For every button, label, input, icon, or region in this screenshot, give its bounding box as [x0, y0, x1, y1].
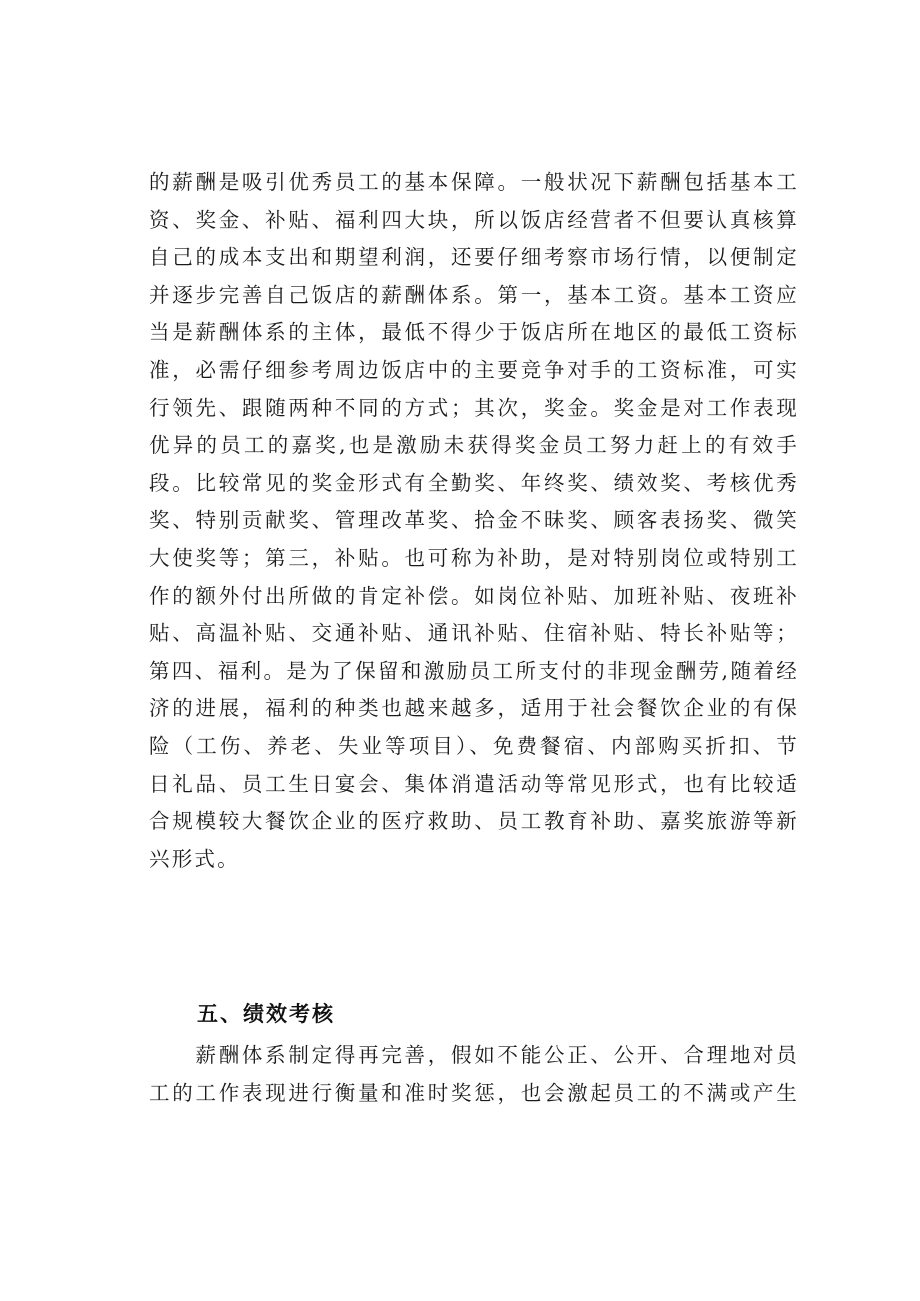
text-line: 兴形式。: [149, 846, 240, 871]
text-line: 行领先、跟随两种不同的方式；其次，奖金。奖金是对工作表现: [149, 395, 799, 420]
text-line: 险（工伤、养老、失业等项目）、免费餐宿、内部购买折扣、节: [149, 733, 799, 758]
text-line: 奖、特别贡献奖、管理改革奖、拾金不昧奖、顾客表扬奖、微笑: [149, 508, 799, 533]
text-line: 并逐步完善自己饭店的薪酬体系。第一，基本工资。基本工资应: [149, 282, 799, 307]
text-line: 大使奖等；第三，补贴。也可称为补助，是对特别岗位或特别工: [149, 545, 799, 570]
text-line: 合规模较大餐饮企业的医疗救助、员工教育补助、嘉奖旅游等新: [149, 809, 799, 834]
text-line: 第四、福利。是为了保留和激励员工所支付的非现金酬劳,随着经: [149, 658, 799, 683]
paragraph-compensation: [149, 164, 799, 878]
text-line: 自己的成本支出和期望利润，还要仔细考察市场行情，以便制定: [149, 245, 799, 270]
text-line: 薪酬体系制定得再完善，假如不能公正、公开、合理地对员: [149, 1043, 799, 1067]
text-line: 准，必需仔细参考周边饭店中的主要竞争对手的工资标准，可实: [149, 357, 799, 382]
text-line: 济的进展，福利的种类也越来越多，适用于社会餐饮企业的有保: [149, 696, 799, 721]
text-line: 段。比较常见的奖金形式有全勤奖、年终奖、绩效奖、考核优秀: [149, 470, 799, 495]
section-heading: 五、绩效考核: [197, 1002, 335, 1026]
text-line: 贴、高温补贴、交通补贴、通讯补贴、住宿补贴、特长补贴等；: [149, 621, 799, 646]
text-line: 工的工作表现进行衡量和准时奖惩，也会激起员工的不满或产生: [149, 1080, 799, 1105]
text-line: 的薪酬是吸引优秀员工的基本保障。一般状况下薪酬包括基本工: [149, 170, 799, 194]
paragraph-performance: [149, 1037, 799, 1112]
text-line: 资、奖金、补贴、福利四大块，所以饭店经营者不但要认真核算: [149, 207, 799, 232]
text-line: 日礼品、员工生日宴会、集体消遣活动等常见形式，也有比较适: [149, 771, 799, 796]
text-line: 作的额外付出所做的肯定补偿。如岗位补贴、加班补贴、夜班补: [149, 583, 799, 608]
text-line: 当是薪酬体系的主体，最低不得少于饭店所在地区的最低工资标: [149, 320, 799, 345]
text-line: 优异的员工的嘉奖,也是激励未获得奖金员工努力赶上的有效手: [149, 433, 799, 458]
